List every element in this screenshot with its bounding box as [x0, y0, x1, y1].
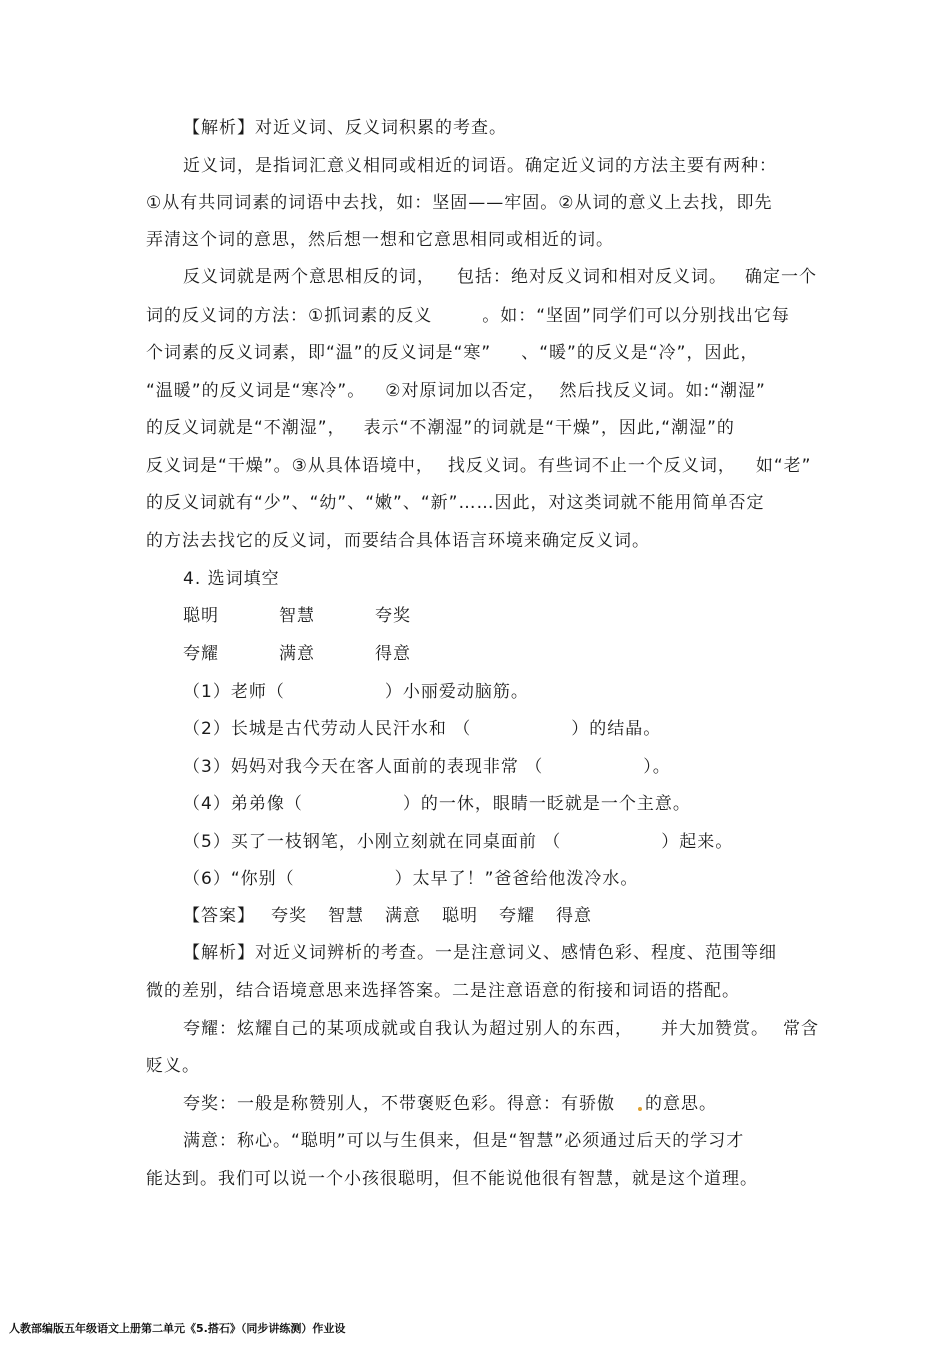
word-bank-item: 得意 [375, 644, 411, 664]
synonym-paragraph-line3: 弄清这个词的意思，然后想一想和它意思相同或相近的词。 [146, 230, 614, 250]
text-segment: 夸耀：炫耀自己的某项成就或自我认为超过别人的东西， [183, 1019, 633, 1039]
analysis2-line3 [183, 1018, 819, 1040]
text-segment: 然后找反义词。如:“潮湿” [559, 381, 766, 401]
antonym-paragraph-line5 [146, 417, 735, 439]
antonym-paragraph-line3 [146, 342, 758, 364]
synonym-paragraph-line2: ①从有共同词素的词语中去找，如：坚固——牢固。②从词的意义上去找，即先 [146, 193, 773, 213]
fill-blank-item-2 [183, 718, 661, 740]
analysis-label: 【解析】对近义词、反义词积累的考查。 [183, 118, 507, 138]
antonym-paragraph-line8: 的方法去找它的反义词，而要结合具体语言环境来确定反义词。 [146, 531, 650, 551]
word-bank-row1 [183, 605, 411, 627]
highlight-dot [638, 1107, 642, 1111]
item-text: （4）弟弟像（ [183, 794, 303, 814]
answer-label: 【答案】 [183, 906, 255, 926]
text-segment: 常含 [783, 1019, 819, 1039]
word-bank-item: 聪明 [183, 606, 219, 626]
fill-blank-item-3 [183, 756, 671, 778]
text-segment: 。如：“坚固”同学们可以分别找出它每 [482, 306, 790, 326]
text-segment: 的意思。 [645, 1094, 717, 1114]
analysis2-line6: 满意：称心。“聪明”可以与生俱来，但是“智慧”必须通过后天的学习才 [183, 1131, 745, 1151]
word-bank-row2 [183, 643, 411, 665]
text-segment: 个词素的反义词素，即“温”的反义词是“寒” [146, 343, 492, 363]
word-bank-item: 满意 [279, 644, 315, 664]
question-4-title: 4. 选词填空 [183, 569, 280, 589]
item-text: （1）老师（ [183, 682, 285, 702]
text-segment: 词的反义词的方法：①抓词素的反义 [146, 306, 433, 326]
answer-line [183, 905, 592, 927]
answer-word: 夸耀 [499, 906, 535, 926]
answer-word: 得意 [556, 906, 592, 926]
analysis2-line4: 贬义。 [146, 1056, 200, 1076]
word-bank-item: 智慧 [279, 606, 315, 626]
fill-blank-item-5 [183, 831, 733, 853]
text-segment: 找反义词。有些词不止一个反义词， [447, 456, 736, 476]
text-segment: 夸奖：一般是称赞别人，不带褒贬色彩。得意：有骄傲 [183, 1094, 615, 1114]
antonym-paragraph-line2 [146, 305, 790, 327]
antonym-paragraph-line1 [183, 266, 817, 288]
text-segment: 、“暖”的反义是“冷”，因此， [521, 343, 759, 363]
text-segment: 表示“不潮湿”的词就是“干燥”，因此,“潮湿”的 [363, 418, 735, 438]
item-text: （2）长城是古代劳动人民汗水和 （ [183, 719, 472, 739]
synonym-paragraph-line1: 近义词，是指词汇意义相同或相近的词语。确定近义词的方法主要有两种： [183, 156, 777, 176]
item-text: ）的结晶。 [571, 719, 662, 739]
analysis2-line2: 微的差别，结合语境意思来选择答案。二是注意语意的衔接和词语的搭配。 [146, 981, 740, 1001]
item-text: （3）妈妈对我今天在客人面前的表现非常 （ [183, 757, 544, 777]
text-segment: “温暖”的反义词是“寒冷”。 [146, 381, 366, 401]
analysis2-line1: 【解析】对近义词辨析的考查。一是注意词义、感情色彩、程度、范围等细 [183, 943, 777, 963]
antonym-paragraph-line7: 的反义词就有“少”、“幼”、“嫩”、“新”……因此，对这类词就不能用简单否定 [146, 493, 765, 513]
item-text: ）。 [643, 757, 671, 777]
word-bank-item: 夸奖 [375, 606, 411, 626]
text-segment: ②对原词加以否定， [385, 381, 546, 401]
analysis2-line5 [183, 1093, 717, 1115]
answer-word: 聪明 [442, 906, 478, 926]
item-text: （6）“你别（ [183, 869, 295, 889]
item-text: （5）买了一枝钢笔，小刚立刻就在同桌面前 （ [183, 832, 562, 852]
text-segment: 的反义词就是“不潮湿”， [146, 418, 346, 438]
text-segment: 并大加赞赏。 [661, 1019, 769, 1039]
text-segment: 确定一个 [745, 267, 817, 287]
page-footer: 人教部编版五年级语文上册第二单元《5.搭石》（同步讲练测）作业设 [9, 1322, 346, 1335]
answer-word: 智慧 [328, 906, 364, 926]
answer-word: 满意 [385, 906, 421, 926]
antonym-paragraph-line4 [146, 380, 766, 402]
answer-word: 夸奖 [271, 906, 307, 926]
text-segment: 反义词就是两个意思相反的词， [183, 267, 435, 287]
analysis2-line7: 能达到。我们可以说一个小孩很聪明，但不能说他很有智慧，就是这个道理。 [146, 1169, 758, 1189]
item-text: ）的一休，眼睛一眨就是一个主意。 [402, 794, 691, 814]
fill-blank-item-6 [183, 868, 638, 890]
item-text: ）小丽爱动脑筋。 [384, 682, 529, 702]
item-text: ）太早了！”爸爸给他泼冷水。 [394, 869, 639, 889]
item-text: ）起来。 [661, 832, 734, 852]
text-segment: 包括：绝对反义词和相对反义词。 [457, 267, 727, 287]
antonym-paragraph-line6 [146, 455, 811, 477]
text-segment: 如“老” [755, 456, 812, 476]
fill-blank-item-4 [183, 793, 691, 815]
word-bank-item: 夸耀 [183, 644, 219, 664]
text-segment: 反义词是“干燥”。③从具体语境中， [146, 456, 434, 476]
fill-blank-item-1 [183, 681, 529, 703]
